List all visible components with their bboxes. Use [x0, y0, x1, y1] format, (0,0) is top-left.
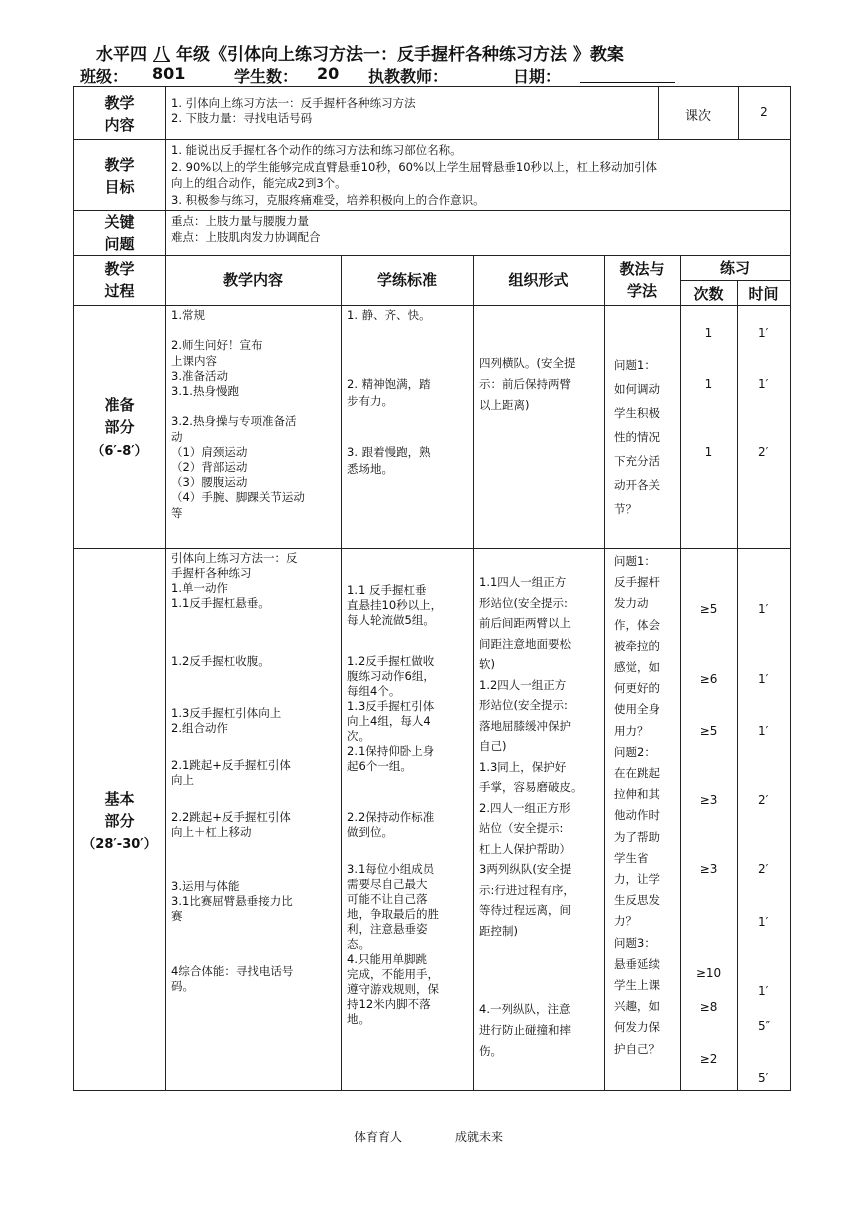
row-divider: [74, 139, 790, 140]
basic-count: ≥10: [695, 966, 722, 980]
content-row-header: 教学 内容: [104, 94, 135, 134]
goals-row-header: 教学 目标: [104, 156, 135, 196]
goals-row-text: 1. 能说出反手握杠各个动作的练习方法和练习部位名称。 2. 90%以上的学生能够完成直臂悬垂10秒，60%以上学生屈臂悬垂10秒以上，杠上移动加引体 向上的组合动作，能完成2到3个。 3. 积极参与练习，克服疼痛难受，培养积极向上的合作意识。: [171, 143, 658, 207]
basic-time: 2′: [758, 862, 769, 876]
basic-count: ≥6: [699, 672, 718, 686]
prep-time: 1′: [758, 326, 769, 340]
row-divider: [74, 548, 790, 549]
header-duration: 时间: [748, 285, 779, 303]
prep-standard-2: 2. 精神饱满，踏 步有力。: [347, 377, 431, 408]
basic-count: ≥5: [699, 724, 718, 738]
title-prefix: 水平四: [96, 45, 147, 65]
prep-time: 2′: [758, 445, 769, 459]
prep-standard-3: 3. 跟着慢跑，熟 悉场地。: [347, 445, 431, 476]
basic-standard-1: 1.1 反手握杠垂 直悬挂10秒以上， 每人轮流做5组。: [347, 583, 443, 627]
header-method: 教法与 学法: [619, 260, 665, 300]
basic-count: ≥3: [699, 793, 718, 807]
key-row-header: 关键 问题: [104, 213, 135, 253]
footer-right: 成就未来: [455, 1130, 504, 1144]
lesson-table: [73, 86, 791, 1091]
header-organization: 组织形式: [508, 271, 569, 289]
col-divider: [165, 87, 166, 1090]
basic-count: ≥8: [699, 1000, 718, 1014]
prep-time: 1′: [758, 377, 769, 391]
basic-method: 问题1： 反手握杆 发力动 作，体会 被牵拉的 感觉，如 何更好的 使用全身 用力？ 问题2： 在在跳起 拉伸和其 他动作时 为了帮助 学生省 力，让学 生反思发 力？ 问题3： 悬垂延续 学生上课 兴趣，如 何发力保 护自己？: [614, 554, 660, 1056]
basic-organization-2: 4.一列纵队，注意 进行防止碰撞和摔 伤。: [479, 1002, 571, 1058]
header-standard: 学练标准: [376, 271, 437, 289]
prep-section-duration: （6′-8′）: [91, 444, 148, 459]
basic-standard-4: 3.1每位小组成员 需要尽自己最大 可能不让自己落 地，争取最后的胜 利，注意悬垂姿 态。 4.只能用单脚跳 完成，不能用手， 遵守游戏规则，保 持12米内脚不落 地。: [347, 862, 439, 1026]
basic-content-6: 3.运用与体能 3.1比赛屈臂悬垂接力比 赛: [171, 879, 293, 923]
basic-count: ≥5: [699, 602, 718, 616]
students-label: 学生数：: [234, 67, 299, 86]
basic-content-5: 2.2跳起+反手握杠引体 向上＋杠上移动: [171, 810, 291, 839]
basic-time: 1′: [758, 915, 769, 929]
basic-content-3: 1.3反手握杠引体向上 2.组合动作: [171, 706, 282, 735]
prep-count: 1: [704, 445, 713, 459]
basic-standard-3: 2.2保持动作标准 做到位。: [347, 810, 435, 839]
header-practice: 练习: [719, 259, 750, 277]
students-value: 20: [317, 64, 340, 83]
prep-section-label: 准备 部分: [104, 396, 135, 436]
basic-count: ≥2: [699, 1052, 718, 1066]
basic-time: 1′: [758, 984, 769, 998]
row-divider: [74, 255, 790, 256]
date-label: 日期：: [513, 67, 562, 86]
basic-standard-2: 1.2反手握杠做收 腹练习动作6组， 每组4个。 1.3反手握杠引体 向上4组，每人4 次。 2.1保持仰卧上身 起6个一组。: [347, 654, 435, 773]
prep-content: 1.常规 2.师生问好！宣布 上课内容 3.准备活动 3.1.热身慢跑 3.2.热身操与专项准备活 动 （1）肩颈运动 （2）背部运动 （3）腰腹运动 （4）手腕、脚踝关节运动 等: [171, 308, 305, 520]
basic-time: 5″: [758, 1019, 771, 1033]
header-times-count: 次数: [693, 285, 724, 303]
basic-content-2: 1.2反手握杠收腹。: [171, 654, 270, 668]
row-divider: [680, 280, 790, 281]
key-row-text: 重点：上肢力量与腰腹力量 难点：上肢肌肉发力协调配合: [171, 214, 321, 244]
class-value: 801: [152, 64, 186, 83]
prep-method: 问题1： 如何调动 学生积极 性的情况 下充分活 动开各关 节？: [614, 358, 660, 516]
basic-time: 1′: [758, 602, 769, 616]
title-grade: 八: [153, 45, 170, 65]
basic-time: 1′: [758, 724, 769, 738]
col-divider: [604, 255, 605, 1090]
row-divider: [74, 210, 790, 211]
basic-content-1: 引体向上练习方法一：反 手握杆各种练习 1.单一动作 1.1反手握杠悬垂。: [171, 551, 298, 610]
basic-section-label: 基本 部分: [104, 790, 135, 830]
prep-count: 1: [704, 326, 713, 340]
basic-section-duration: （28′-30′）: [82, 837, 157, 852]
content-row-text: 1. 引体向上练习方法一：反手握杆各种练习方法 2. 下肢力量：寻找电话号码: [171, 96, 416, 125]
teacher-label: 执教教师：: [368, 67, 449, 86]
lesson-plan-title: [96, 40, 624, 65]
title-suffix: 年级《引体向上练习方法一：反手握杆各种练习方法 》教案: [176, 45, 624, 65]
basic-time: 1′: [758, 672, 769, 686]
lesson-number-label: 课次: [684, 109, 711, 124]
col-divider: [737, 280, 738, 1090]
basic-content-7: 4综合体能：寻找电话号 码。: [171, 964, 294, 993]
basic-content-4: 2.1跳起+反手握杠引体 向上: [171, 758, 291, 787]
prep-organization: 四列横队。(安全提 示：前后保持两臂 以上距离): [479, 356, 576, 412]
basic-time: 2′: [758, 793, 769, 807]
prep-standard-1: 1. 静、齐、快。: [347, 308, 431, 322]
lesson-number-value: 2: [760, 105, 768, 119]
class-label: 班级：: [80, 67, 129, 86]
basic-time: 5′: [758, 1071, 769, 1085]
header-process: 教学 过程: [104, 260, 135, 300]
header-content: 教学内容: [222, 271, 283, 289]
col-divider: [473, 255, 474, 1090]
row-divider: [74, 305, 790, 306]
prep-count: 1: [704, 377, 713, 391]
basic-count: ≥3: [699, 862, 718, 876]
col-divider: [341, 255, 342, 1090]
date-blank-line: [580, 64, 675, 83]
footer-left: 体育育人: [354, 1130, 403, 1144]
basic-organization-1: 1.1四人一组正方 形站位(安全提示: 前后间距两臂以上 间距注意地面要松 软) 1.2四人一组正方 形站位(安全提示: 落地屈膝缓冲保护 自己) 1.3同上，保护好 手掌，容易磨破皮。 2.四人一组正方形 站位（安全提示: 杠上人保护帮助） 3两列纵队(安全提 示:行进过程有序， 等待过程远离，间 距控制): [479, 575, 583, 938]
